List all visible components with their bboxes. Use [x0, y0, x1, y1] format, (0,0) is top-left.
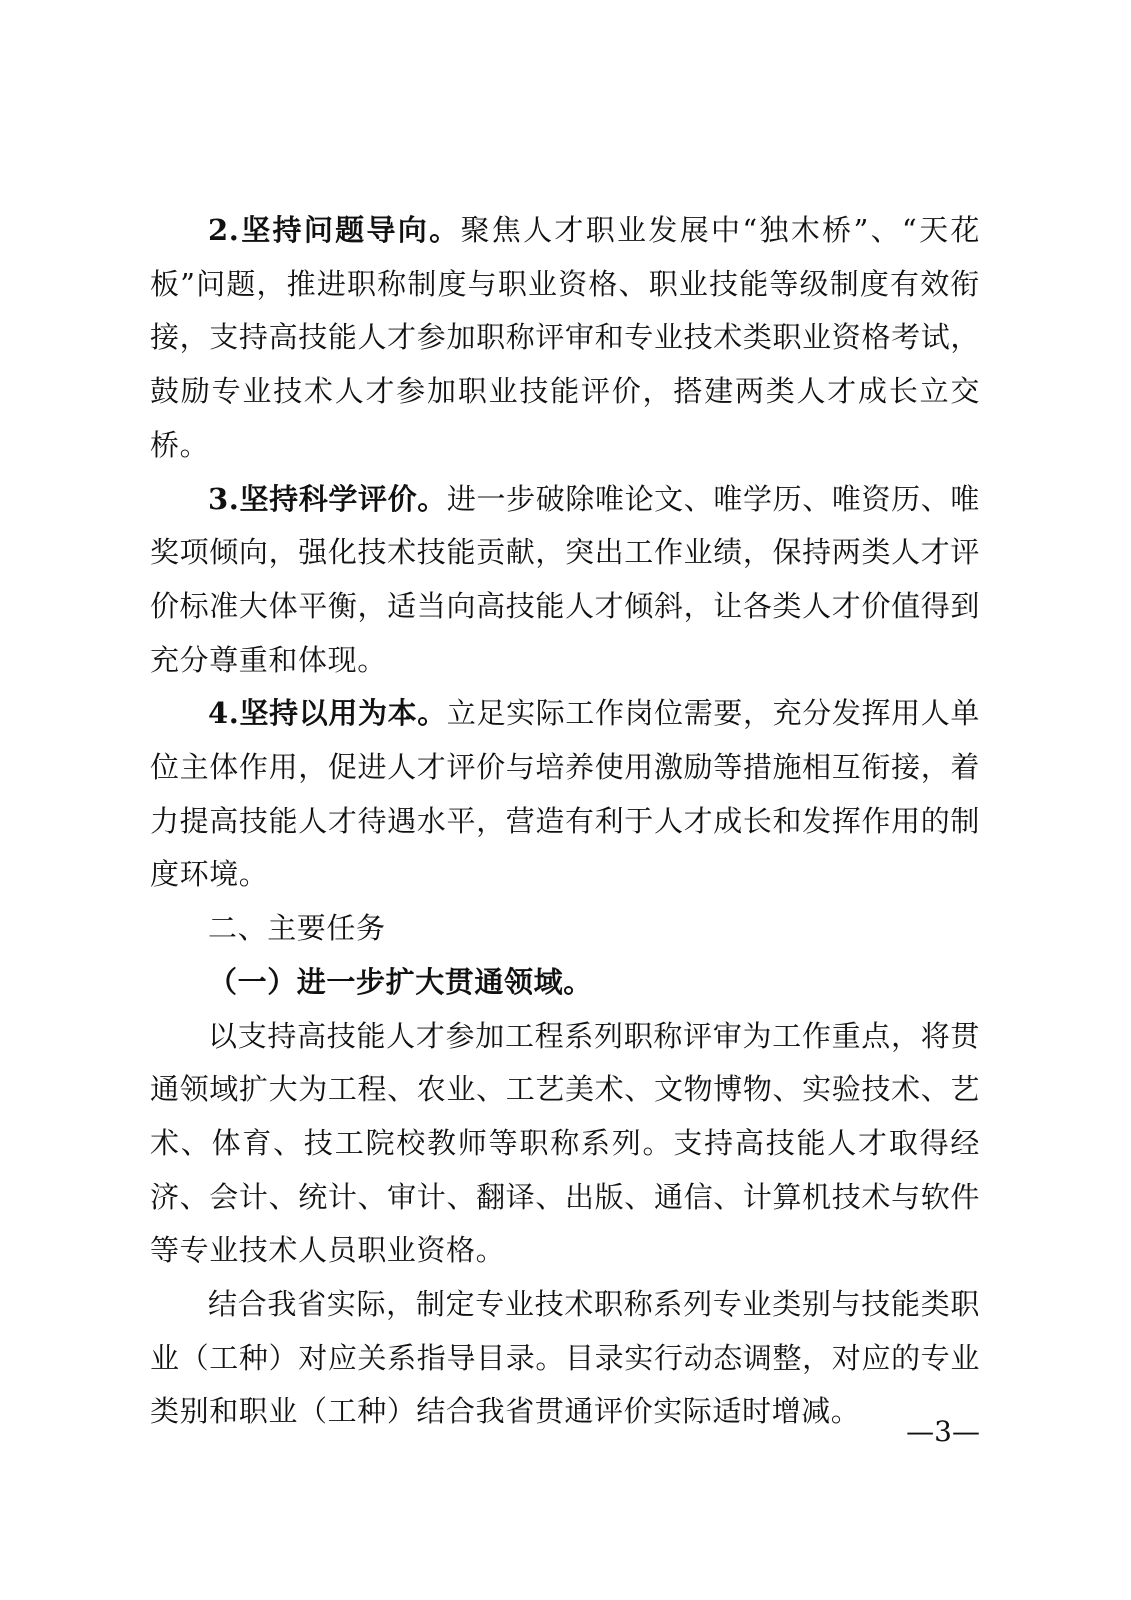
principle-text-2: 聚焦人才职业发展中“独木桥”、“天花板”问题，推进职称制度与职业资格、职业技能等级制度有效衔接，支持高技能人才参加职称评审和专业技术类职业资格考试，鼓励专业技术人才参加职业技能评价，搭建两类人才成长立交桥。 [150, 213, 980, 462]
principle-lead-3: 3.坚持科学评价。 [208, 481, 447, 516]
principle-text-3: 进一步破除唯论文、唯学历、唯资历、唯奖项倾向，强化技术技能贡献，突出工作业绩，保持两类人才评价标准大体平衡，适当向高技能人才倾斜，让各类人才价值得到充分尊重和体现。 [150, 481, 980, 677]
principle-paragraph-4 [150, 687, 980, 902]
body-paragraph-1: 以支持高技能人才参加工程系列职称评审为工作重点，将贯通领域扩大为工程、农业、工艺美术、文物博物、实验技术、艺术、体育、技工院校教师等职称系列。支持高技能人才取得经济、会计、统计、审计、翻译、出版、通信、计算机技术与软件等专业技术人员职业资格。 [150, 1018, 980, 1268]
document-body [150, 204, 980, 1439]
principle-lead-4: 4.坚持以用为本。 [208, 696, 447, 731]
section-heading: 二、主要任务 [208, 911, 386, 946]
page-number: —3— [906, 1415, 980, 1448]
principle-paragraph-2 [150, 204, 980, 473]
body-paragraph-2: 结合我省实际，制定专业技术职称系列专业类别与技能类职业（工种）对应关系指导目录。目录实行动态调整，对应的专业类别和职业（工种）结合我省贯通评价实际适时增减。 [150, 1287, 980, 1429]
principle-paragraph-3 [150, 473, 980, 688]
principle-lead-2: 2.坚持问题导向。 [208, 213, 461, 247]
principle-text-4: 立足实际工作岗位需要，充分发挥用人单位主体作用，促进人才评价与培养使用激励等措施相互衔接，着力提高技能人才待遇水平，营造有利于人才成长和发挥作用的制度环境。 [150, 696, 980, 892]
subsection-heading: （一）进一步扩大贯通领域。 [208, 964, 593, 999]
